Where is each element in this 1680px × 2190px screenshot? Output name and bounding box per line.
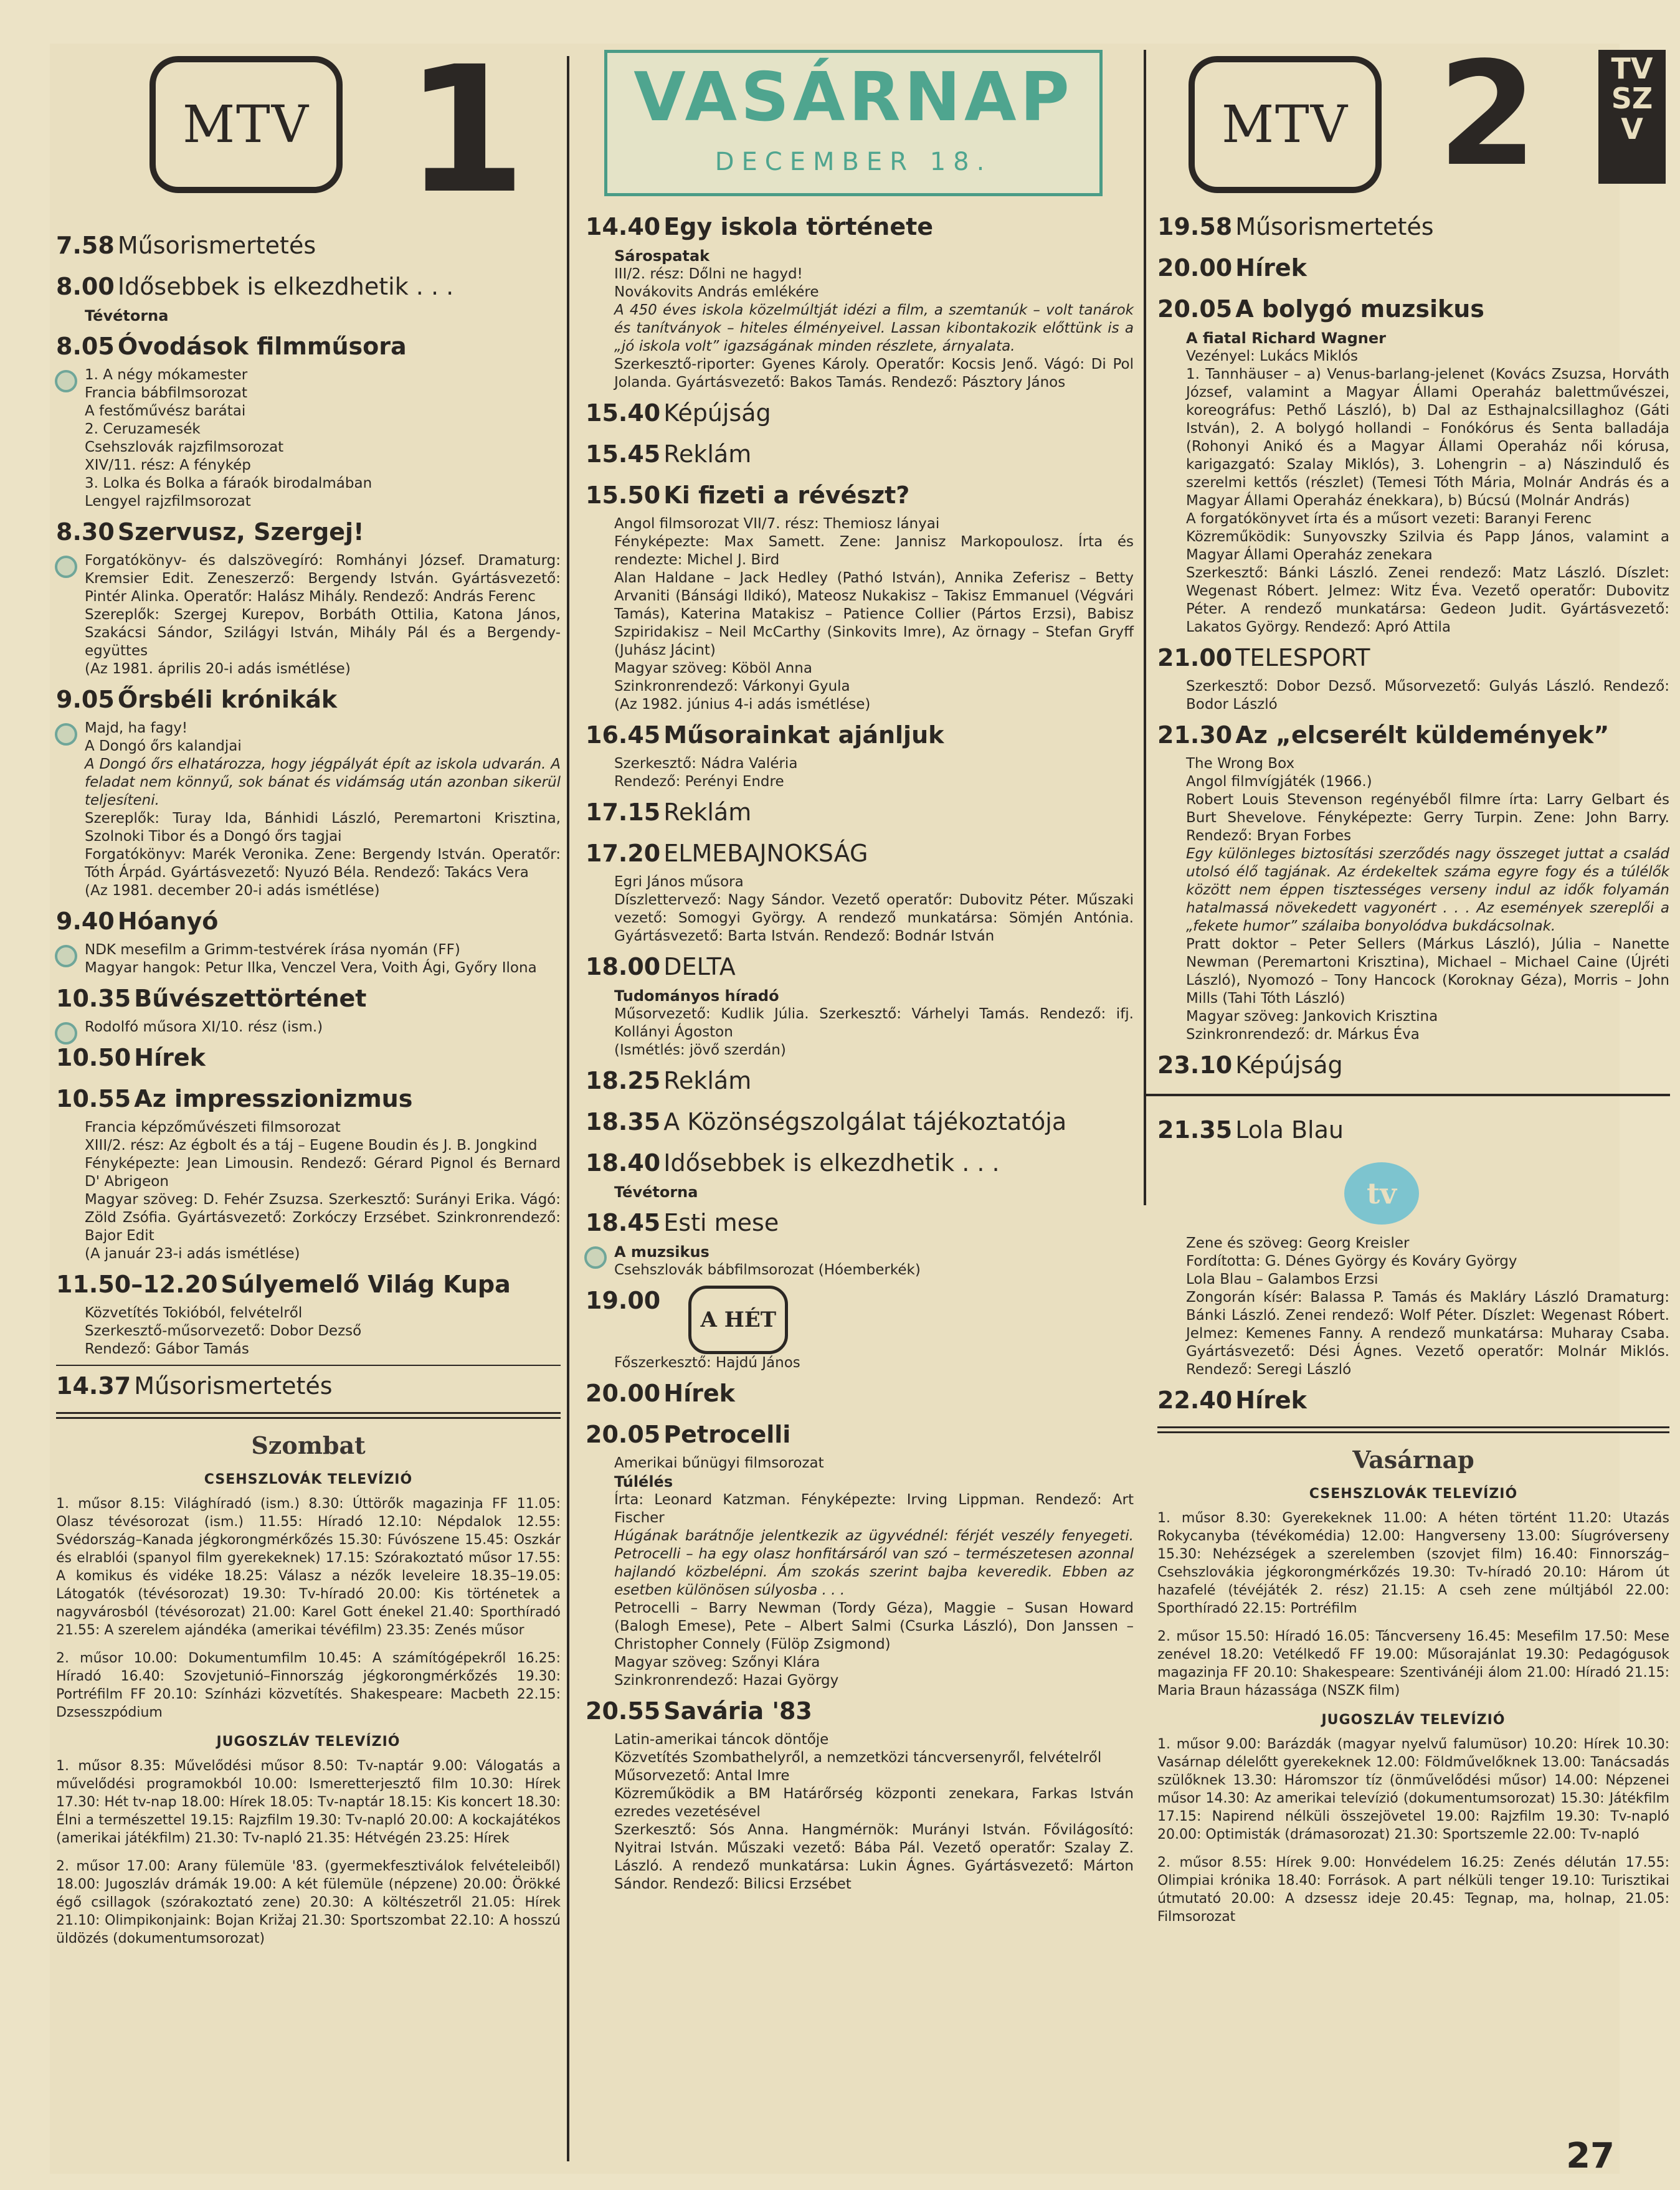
program-title: Hírek	[134, 1044, 206, 1071]
program-entry	[586, 797, 1134, 832]
station-name: JUGOSZLÁV TELEVÍZIÓ	[216, 1734, 401, 1750]
program-detail: Rendező: Perényi Endre	[614, 774, 784, 790]
program-time: 22.40	[1157, 1387, 1233, 1414]
program-time: 17.20	[586, 840, 661, 867]
channel-number: 2	[1438, 32, 1538, 198]
program-title: Reklám	[663, 1067, 752, 1094]
mtv1-logo: MTV	[149, 56, 343, 193]
program-entry	[586, 1378, 1134, 1413]
program-title: Reklám	[663, 440, 752, 468]
program-entry	[1157, 1050, 1669, 1085]
program-title: Képújság	[1235, 1051, 1343, 1079]
program-detail: Rodolfó műsora XI/10. rész (ism.)	[85, 1019, 323, 1035]
program-detail: Főszerkesztő: Hajdú János	[614, 1355, 800, 1371]
program-title: Hírek	[1235, 1387, 1307, 1414]
program-entry	[56, 1269, 561, 1358]
ring-icon	[584, 1246, 607, 1269]
column-divider	[1144, 50, 1146, 1205]
program-heading	[1157, 643, 1669, 678]
program-detail: Lengyel rajzfilmsorozat	[85, 493, 251, 510]
program-detail: (Az 1981. április 20-i adás ismétlése)	[85, 661, 351, 677]
mtv1-header	[56, 29, 561, 232]
foreign-tv-heading: Szombat	[251, 1431, 366, 1459]
program-time: 8.00	[56, 273, 115, 300]
program-heading	[586, 1378, 1134, 1413]
program-entry	[586, 1696, 1134, 1894]
program-entry	[56, 984, 561, 1036]
program-title: Egy iskola története	[663, 213, 934, 240]
station-schedule: 1. műsor 8.35: Művelődési műsor 8.50: Tv-naptár 9.00: Válogatás a művelődési programokból 10.00: Ismeretterjesztő film 10.30: Hírek 17.30: Hét tv-nap 18.00: Hírek 18.05: Tv-naptár 18.15: Kis koncert 18.30: Élni a természettel 19.15: Rajzfilm 19.30: Tv-napló 20.00: A kockajátékos (amerikai játékfilm) 21.30: Tv-napló 21.35: Hétvégén 23.25: Hírek	[56, 1758, 561, 1846]
foreign-tv-heading: Vasárnap	[1352, 1446, 1474, 1474]
program-title: Az „elcserélt küldemények”	[1235, 721, 1610, 749]
mtv1-program-list	[56, 230, 561, 1358]
program-time: 14.40	[586, 213, 661, 240]
program-credits: Petrocelli – Barry Newman (Tordy Géza), Maggie – Susan Howard (Balogh Emese), Pete – Albert Salmi (Csurka László), Don Janssen – Christopher Connely (Fülöp Zsigmond)	[614, 1600, 1134, 1652]
mtv1-last-entry	[56, 1371, 561, 1406]
program-time: 9.05	[56, 686, 115, 713]
program-subtitle: Tévétorna	[85, 307, 169, 325]
program-credits: Szerkesztő-riporter: Gyenes Károly. Operatőr: Kocsis Jenő. Vágó: Di Pol Jolanda. Gyártásvezető: Bakos Tamás. Rendező: Pásztory János	[614, 356, 1134, 391]
tv-block-line: TV	[1611, 52, 1653, 85]
program-title: Őrsbéli krónikák	[117, 686, 338, 713]
program-detail: Novákovits András emlékére	[614, 284, 819, 300]
program-time: 10.35	[56, 985, 131, 1012]
program-heading	[586, 797, 1134, 832]
program-title: Bűvészettörténet	[134, 985, 367, 1012]
program-entry	[56, 517, 561, 678]
program-heading	[56, 1084, 561, 1119]
page-number: 27	[1566, 2136, 1615, 2176]
program-title: Súlyemelő Világ Kupa	[221, 1271, 511, 1298]
program-title: Műsorainkat ajánljuk	[663, 721, 944, 749]
program-heading	[586, 1066, 1134, 1101]
program-title: Szervusz, Szergej!	[117, 518, 364, 546]
tv-sz-v-block	[1598, 50, 1666, 184]
program-detail: Szereplők: Szergej Kurepov, Borbáth Ottilia, Katona János, Szakácsi Sándor, Szilágyi István, Mihály Pál és a Bergendy-együttes	[85, 607, 561, 659]
program-detail: 1. Tannhäuser – a) Venus-barlang-jelenet (Kovács Zsuzsa, Horváth József, valamint a Magyar Állami Operaház balettművészei, koreográfus: Pethő László), b) Dal az Esthajnalcsillaghoz (Gáti István), 2. A bolygó hollandi – Fonókórus és Senta balladája (Rohonyi Anikó és a Magyar Állami Operaház női kórusa, karigazgató: Szalay Miklós), 3. Lohengrin – a) Nászindulő és szerelmi kettős (részlet) (Temesi Tóth Mária, Molnár András és a Magyar Állami Operaház énekkara), b) Búcsú (Molnár András)	[1186, 366, 1669, 509]
program-detail: Lola Blau – Galambos Erzsi	[1186, 1271, 1379, 1287]
program-entry	[586, 1420, 1134, 1690]
program-detail: Díszlettervező: Nagy Sándor. Vezető operatőr: Dubovitz Péter. Műszaki vezető: Somogyi György. A rendező munkatársa: Sömjén Antónia. Gyártásvezető: Barta István. Rendező: Bodnár István	[614, 892, 1134, 944]
program-subtitle: Tudományos híradó	[614, 987, 779, 1005]
program-heading	[56, 517, 561, 552]
program-subtitle: A muzsikus	[614, 1243, 709, 1261]
program-synopsis: A Dongó őrs elhatározza, hogy jégpályát épít az iskola udvarán. A feladat nem könnyű, sok bánat és vidámság után azonban sikerül teljesíteni.	[85, 756, 561, 808]
program-entry	[56, 1043, 561, 1078]
program-entry	[1157, 643, 1669, 714]
program-entry	[56, 272, 561, 325]
program-entry	[1157, 294, 1669, 637]
program-heading	[56, 1269, 561, 1304]
program-detail: Közreműködik a BM Határőrség központi zenekara, Farkas István ezredes vezetésével	[614, 1786, 1134, 1820]
station-schedule: 1. műsor 8.30: Gyerekeknek 11.00: A héten történt 11.20: Utazás Rokycanyba (tévékomédia) 12.00: Hangverseny 13.00: Síugróverseny 15.30: Nehézségek a szerelemben (szovjet film) 16.40: Finnország–Csehszlovákia jégkorongmérkőzés 19.30: Tv-híradó 20.10: Három út hazafelé (tévéjáték 2. rész) 21.15: A cseh zene múltjából 22.00: Sporthíradó 22.15: Portréfilm	[1157, 1510, 1669, 1616]
program-entry	[1157, 1385, 1669, 1420]
day-title: VASÁRNAP	[634, 59, 1073, 136]
program-entry	[586, 1107, 1134, 1142]
a-het-logo: A HÉT	[688, 1286, 788, 1354]
program-title: Lola Blau	[1235, 1116, 1344, 1144]
program-heading	[1157, 294, 1669, 329]
tv-logo-icon: tv	[1344, 1162, 1419, 1225]
program-entry	[586, 952, 1134, 1059]
program-time: 20.05	[1157, 295, 1233, 323]
station-schedule: 1. műsor 8.15: Világhíradó (ism.) 8.30: Úttörők magazinja FF 11.05: Olasz tévésorozat (ism.) 11.55: Híradó 12.10: Népdalok 12.55: Svédország–Kanada jégkorongmérkőzés 15.30: Fúvószene 15.45: Oszkár és elrablói (spanyol film gyerekeknek) 17.15: Szórakoztató műsor 17.55: A komikus és vidéke 18.25: Válasz a nézők leveleire 18.35–19.05: Látogatók (tévésorozat) 19.30: Tv-híradó 20.00: Kis történetek a nagyvárosból (tévésorozat) 21.00: Karel Gott énekel 21.40: Sporthíradó 21.55: A szerelem ajándéka (amerikai tévéfilm) 23.35: Zenés műsor	[56, 1496, 561, 1638]
station-schedule: 2. műsor 15.50: Híradó 16.05: Táncverseny 16.45: Mesefilm 17.50: Mese zenével 18.20: Vetélkedő FF 19.00: Műsorajánlat 19.30: Pedagógusok magazinja FF 20.10: Shakespeare: Szentivánéji álom 21.00: Híradó 21.15: Maria Braun házassága (NSZK film)	[1157, 1629, 1669, 1699]
mtv1-column	[56, 29, 561, 1958]
program-detail: 2. Ceruzamesék	[85, 421, 201, 437]
program-detail: Szerkesztő: Sós Anna. Hangmérnök: Murányi István. Fővilágosító: Nyitrai István. Műszaki vezető: Bába Pál. Vezető operatőr: Szalay Z. László. A rendező munkatársa: Lukin Ágnes. Gyártásvezető: Márton Sándor. Rendező: Bilicsi Erzsébet	[614, 1822, 1134, 1892]
program-detail: The Wrong Box	[1186, 756, 1295, 772]
program-detail: A forgatókönyvet írta és a műsort vezeti: Baranyi Ferenc	[1186, 511, 1592, 527]
program-time: 21.30	[1157, 721, 1233, 749]
program-title: Esti mese	[663, 1209, 779, 1236]
program-entry	[586, 1208, 1134, 1279]
mtv2-logo: MTV	[1189, 56, 1382, 193]
program-time: 8.05	[56, 333, 115, 360]
program-time: 10.55	[56, 1085, 131, 1112]
mtv2-extra-list	[1157, 1115, 1669, 1420]
program-heading	[1157, 253, 1669, 288]
program-title: Óvodások filmműsora	[117, 333, 407, 360]
program-time: 18.00	[586, 953, 661, 980]
program-detail: III/2. rész: Dőlni ne hagyd!	[614, 266, 803, 282]
program-title: Műsorismertetés	[1235, 213, 1434, 240]
program-heading	[586, 1286, 1134, 1354]
program-detail: Magyar hangok: Petur Ilka, Venczel Vera, Voith Ági, Győry Ilona	[85, 960, 537, 976]
program-title: Képújság	[663, 399, 771, 427]
program-title: Hírek	[1235, 254, 1307, 282]
program-heading	[586, 439, 1134, 474]
program-credits: Szinkronrendező: dr. Márkus Éva	[1186, 1026, 1420, 1043]
program-detail: Rendező: Gábor Tamás	[85, 1341, 249, 1357]
program-detail: Magyar szöveg: D. Fehér Zsuzsa. Szerkesztő: Surányi Erika. Vágó: Zöld Zsófia. Gyártásvezető: Zorkóczy Erzsébet. Szinkronrendező: Bajor Edit	[85, 1192, 561, 1244]
column-divider	[567, 56, 569, 2161]
program-time: 18.25	[586, 1067, 661, 1094]
program-detail: XIV/11. rész: A fénykép	[85, 457, 251, 473]
program-time: 8.30	[56, 518, 115, 546]
program-heading	[1157, 720, 1669, 755]
program-detail: (A január 23-i adás ismétlése)	[85, 1246, 300, 1262]
program-time: 15.50	[586, 481, 661, 509]
station-schedule: 2. műsor 8.55: Hírek 9.00: Honvédelem 16.25: Zenés délután 17.55: Olimpiai krónika 18.40: Források. A part nélküli tenger 19.10: Turisztikai útmutató 20.00: A dzsessz ideje 20.45: Tegnap, ma, holnap, 21.05: Filmsorozat	[1157, 1855, 1669, 1925]
day-date: DECEMBER 18.	[714, 148, 992, 176]
program-detail: Szerkesztő: Dobor Dezső. Műsorvezető: Gulyás László. Rendező: Bodor László	[1186, 678, 1669, 713]
mtv2-column	[1157, 32, 1669, 1936]
program-title: Idősebbek is elkezdhetik . . .	[117, 273, 454, 300]
program-title: Hírek	[663, 1380, 735, 1407]
program-detail: Angol filmvígjáték (1966.)	[1186, 774, 1372, 790]
program-detail: Írta: Leonard Katzman. Fényképezte: Irving Lippman. Rendező: Art Fischer	[614, 1492, 1134, 1526]
program-time: 21.35	[1157, 1116, 1233, 1144]
program-detail: (Az 1982. június 4-i adás ismétlése)	[614, 696, 871, 713]
program-detail: Majd, ha fagy!	[85, 720, 188, 736]
program-credits: Magyar szöveg: Szőnyi Klára	[614, 1654, 820, 1671]
program-title: TELESPORT	[1235, 644, 1370, 671]
program-detail: Fényképezte: Max Samett. Zene: Jannisz Markopoulosz. Írta és rendezte: Michel J. Bird	[614, 534, 1134, 568]
station-schedule: 2. műsor 10.00: Dokumentumfilm 10.45: A számítógépekről 16.25: Híradó 16.40: Szovjetunió–Finnország jégkorongmérkőzés 19.30: Portréfilm FF 20.10: Színházi közvetítés. Shakespeare: Macbeth 22.15: Dzsesszpódium	[56, 1651, 561, 1720]
program-entry	[1157, 253, 1669, 288]
program-detail: Csehszlovák rajzfilmsorozat	[85, 439, 284, 455]
program-detail: Zongorán kísér: Balassa P. Tamás és Makláry László Dramaturg: Bánki László. Zenei rendező: Wolf Péter. Díszlet: Wegenast Róbert. Jelmez: Kemenes Fanny. A rendező munkatársa: Muharay Csaba. Gyártásvezető: Dési Ágnes. Vezető operatőr: Molnár Miklós. Rendező: Seregi László	[1186, 1289, 1669, 1378]
program-entry	[586, 480, 1134, 714]
channel-number: 1	[405, 29, 526, 232]
program-time: 23.10	[1157, 1051, 1233, 1079]
program-credits: Forgatókönyv: Marék Veronika. Zene: Bergendy István. Operatőr: Tóth Árpád. Gyártásvezető: Nyuzó Béla. Rendező: Takács Vera	[85, 846, 561, 881]
program-detail: Amerikai bűnügyi filmsorozat	[614, 1455, 824, 1471]
program-heading	[586, 952, 1134, 987]
program-heading	[586, 838, 1134, 873]
program-detail: Közvetítés Tokióból, felvételről	[85, 1305, 303, 1321]
program-detail: NDK mesefilm a Grimm-testvérek írása nyomán (FF)	[85, 942, 460, 958]
program-heading	[1157, 1115, 1669, 1150]
program-credits: Pratt doktor – Peter Sellers (Márkus László), Júlia – Nanette Newman (Peremartoni Krisztina), Michael – Michael Caine (Újréti László), Nyomozó – Tony Hancock (Koroknay Géza), Morris – John Mills (Tahi Tóth László)	[1186, 936, 1669, 1007]
program-title: Hóanyó	[117, 908, 219, 935]
program-title: Reklám	[663, 799, 752, 826]
program-time: 11.50–12.20	[56, 1271, 218, 1298]
program-time: 10.50	[56, 1044, 131, 1071]
program-time: 16.45	[586, 721, 661, 749]
program-detail: Közvetítés Szombathelyről, a nemzetközi táncversenyről, felvételről	[614, 1750, 1102, 1766]
program-time: 20.00	[586, 1380, 661, 1407]
program-heading	[56, 984, 561, 1018]
program-time: 14.37	[56, 1372, 131, 1400]
program-time: 21.00	[1157, 644, 1233, 671]
ring-icon	[55, 945, 77, 967]
station-name: JUGOSZLÁV TELEVÍZIÓ	[1321, 1712, 1506, 1728]
program-time: 19.58	[1157, 213, 1233, 240]
program-detail: Műsorvezető: Kudlik Júlia. Szerkesztő: Várhelyi Tamás. Rendező: ifj. Kollányi Ágoston	[614, 1006, 1134, 1040]
program-entry	[56, 685, 561, 900]
program-title: ELMEBAJNOKSÁG	[663, 840, 868, 867]
program-detail: Robert Louis Stevenson regényéből filmre írta: Larry Gelbart és Burt Shevelove. Fényképezte: Gerry Turpin. Zene: John Barry. Rendező: Bryan Forbes	[1186, 792, 1669, 844]
program-title: Műsorismertetés	[134, 1372, 333, 1400]
program-heading	[56, 685, 561, 719]
program-heading	[586, 212, 1134, 247]
program-time: 7.58	[56, 232, 115, 259]
program-detail: Vezényel: Lukács Miklós	[1186, 348, 1359, 364]
program-time: 18.40	[586, 1149, 661, 1177]
tv-block-line: V	[1621, 111, 1643, 146]
station-schedule: 1. műsor 9.00: Barázdák (magyar nyelvű falumüsor) 10.20: Hírek 10.30: Vasárnap délelőtt gyerekeknek 12.00: Földművelőknek 13.00: Tanácsadás szülőknek 13.30: Háromszor tíz (önművelődési műsor) 14.00: Népzenei műsor 14.30: Az amerikai televízió (dokumentumsorozat) 15.30: Játékfilm 17.15: Napirend nélküli összejövetel 19.00: Rajzfilm 19.30: Tv-napló 20.00: Optimisták (drámasorozat) 21.30: Sportszemle 22.00: Tv-napló	[1157, 1737, 1669, 1842]
program-detail: Francia bábfilmsorozat	[85, 385, 247, 401]
foreign-tv-saturday	[56, 1431, 561, 1948]
program-subtitle: A fiatal Richard Wagner	[1186, 329, 1386, 347]
program-heading	[586, 480, 1134, 515]
program-time: 15.40	[586, 399, 661, 427]
program-time: 18.35	[586, 1108, 661, 1135]
station-name: CSEHSZLOVÁK TELEVÍZIÓ	[204, 1472, 413, 1487]
program-detail: 1. A négy mókamester	[85, 367, 248, 383]
program-heading	[56, 230, 561, 265]
program-detail: Zene és szöveg: Georg Kreisler	[1186, 1235, 1410, 1251]
program-title: DELTA	[663, 953, 736, 980]
program-synopsis: Húgának barátnője jelentkezik az ügyvédnél: férjét veszély fenyegeti. Petrocelli – ha egy olasz honfitársáról van szó – természetesen azonnal hajlandó közbelépni. Ám szokás szerint bajba keveredik. Ebben az esetben különösen súlyosba . . .	[614, 1528, 1134, 1598]
program-detail: Műsorvezető: Antal Imre	[614, 1768, 790, 1784]
newspaper-page	[50, 29, 1669, 2176]
sunday-column	[586, 44, 1134, 1900]
program-entry	[586, 439, 1134, 474]
program-title: A Közönségszolgálat tájékoztatója	[663, 1108, 1067, 1135]
program-heading	[1157, 1385, 1669, 1420]
program-synopsis: A 450 éves iskola közelmúltját idézi a film, a szemtanúk – volt tanárok és tanítványok – hiteles élményeivel. Lassan kibontakozik előttünk is a „jó iskola volt” igazságának minden részlete, árnyalata.	[614, 302, 1134, 354]
program-heading	[586, 720, 1134, 755]
program-time: 20.55	[586, 1697, 661, 1725]
program-entry	[586, 1148, 1134, 1202]
program-detail: A Dongó őrs kalandjai	[85, 738, 242, 754]
program-detail: Egri János műsora	[614, 874, 744, 890]
station-schedule: 2. műsor 17.00: Arany fülemüle '83. (gyermekfesztiválok felvételeiből) 18.00: Jugoszláv drámák 19.00: A két fülemüle (népzene) 20.00: Örökké égő csillagok (szórakoztató zene) 20.30: A költészetről 21.05: Hírek 21.10: Olimpikonjaink: Bojan Križaj 21.30: Sportszombat 22.10: A hosszú üldözés (dokumentumsorozat)	[56, 1859, 561, 1946]
program-title: Petrocelli	[663, 1421, 791, 1448]
program-entry	[1157, 1115, 1669, 1379]
program-entry	[586, 1066, 1134, 1101]
program-detail: Szerkesztő: Nádra Valéria	[614, 756, 798, 772]
program-heading	[56, 272, 561, 306]
program-subtitle: Tévétorna	[614, 1183, 698, 1201]
program-credits: (Az 1981. december 20-i adás ismétlése)	[85, 883, 380, 899]
section-divider	[56, 1365, 561, 1366]
program-detail: XIII/2. rész: Az égbolt és a táj – Eugene Boudin és J. B. Jongkind	[85, 1137, 538, 1154]
program-heading	[56, 1043, 561, 1078]
program-detail: Fényképezte: Jean Limousin. Rendező: Gérard Pignol és Bernard D' Abrigeon	[85, 1155, 561, 1190]
program-title: Az impresszionizmus	[134, 1085, 413, 1112]
program-entry	[56, 906, 561, 977]
program-entry	[56, 1084, 561, 1263]
station-name: CSEHSZLOVÁK TELEVÍZIÓ	[1309, 1486, 1518, 1502]
program-time: 20.05	[586, 1421, 661, 1448]
program-entry	[1157, 212, 1669, 247]
program-heading	[1157, 212, 1669, 247]
program-credits: Magyar szöveg: Jankovich Krisztina	[1186, 1008, 1438, 1025]
ring-icon	[55, 370, 77, 392]
program-heading	[586, 1208, 1134, 1243]
sunday-program-list	[586, 212, 1134, 1894]
program-detail: Angol filmsorozat VII/7. rész: Themiosz lányai	[614, 516, 940, 532]
program-heading	[56, 331, 561, 366]
program-title: Műsorismertetés	[117, 232, 316, 259]
program-detail: A festőművész barátai	[85, 403, 246, 419]
program-detail: Szerkesztő-műsorvezető: Dobor Dezső	[85, 1323, 362, 1339]
program-detail: Francia képzőművészeti filmsorozat	[85, 1119, 341, 1135]
foreign-tv-sunday	[1157, 1446, 1669, 1926]
program-credits: Szinkronrendező: Hazai György	[614, 1672, 839, 1689]
mtv2-program-list	[1157, 212, 1669, 1085]
program-heading	[586, 1107, 1134, 1142]
program-heading	[586, 1696, 1134, 1731]
program-title: A bolygó muzsikus	[1235, 295, 1484, 323]
program-entry	[586, 212, 1134, 392]
program-detail: 3. Lolka és Bolka a fáraók birodalmában	[85, 475, 373, 491]
program-time: 19.00	[586, 1287, 661, 1314]
program-subtitle: Túlélés	[614, 1473, 673, 1491]
program-time: 15.45	[586, 440, 661, 468]
mtv2-header	[1157, 32, 1669, 212]
program-time: 20.00	[1157, 254, 1233, 282]
program-time: 9.40	[56, 908, 115, 935]
tv-block-line: SZ	[1611, 82, 1653, 116]
program-credits: Szereplők: Turay Ida, Bánhidi László, Peremartoni Krisztina, Szolnoki Tibor és a Dongó őrs tagjai	[85, 810, 561, 845]
program-detail: Forgatókönyv- és dalszövegíró: Romhányi József. Dramaturg: Kremsier Edit. Zeneszerző: Bergendy István. Gyártásvezető: Pintér Alinka. Operatőr: Halász Mihály. Rendező: András Ferenc	[85, 552, 561, 605]
section-divider	[56, 1412, 561, 1414]
program-time: 18.45	[586, 1209, 661, 1236]
program-synopsis: Egy különleges biztosítási szerződés nagy összeget juttat a család utolsó élő tagjának. Az érdekeltek száma egyre fogy és a túlélők között nem éppen tisztességes verseny indul az idők folyamán hatalmassá növekedett vagyonért . . . Az események szereplői a „fekete humor” szálaiba bonyolódva bukdácsolnak.	[1186, 846, 1669, 934]
program-entry	[56, 230, 561, 265]
program-title: Idősebbek is elkezdhetik . . .	[663, 1149, 1000, 1177]
program-heading	[586, 1148, 1134, 1183]
program-subtitle: Sárospatak	[614, 247, 710, 265]
program-entry	[56, 1371, 561, 1406]
program-time: 17.15	[586, 799, 661, 826]
program-title: Savária '83	[663, 1697, 812, 1725]
program-detail: Alan Haldane – Jack Hedley (Pathó István), Annika Zeferisz – Betty Arvaniti (Bánsági Ildikó), Mateosz Nukakisz – Takisz Emmanuel (Végvári Tamás), Katerina Matakisz – Patience Collier (Pártos Erzsi), Babisz Szpiridakisz – Neil McCarthy (Sinkovits Imre), Az örnagy – Stefan Gryff (Juhász Jácint)	[614, 570, 1134, 658]
program-detail: Szerkesztő: Bánki László. Zenei rendező: Matz László. Díszlet: Wegenast Róbert. Jelmez: Witz Éva. Vezető operatőr: Dubovitz Péter. A rendező munkatársa: Gedeon Judit. Gyártásvezető: Lakatos György. Rendező: Apró Attila	[1186, 565, 1669, 635]
section-divider	[1157, 1426, 1669, 1428]
program-heading	[1157, 1050, 1669, 1085]
program-detail: Magyar szöveg: Köböl Anna	[614, 660, 812, 676]
day-header	[586, 44, 1134, 212]
program-detail: Szinkronrendező: Várkonyi Gyula	[614, 678, 850, 694]
program-heading	[586, 1420, 1134, 1454]
program-entry	[586, 398, 1134, 433]
program-detail: Fordította: G. Dénes György és Kováry György	[1186, 1253, 1517, 1269]
ring-icon	[55, 1022, 77, 1045]
program-heading	[586, 398, 1134, 433]
section-divider	[1144, 1094, 1670, 1096]
program-heading	[56, 1371, 561, 1406]
ring-icon	[55, 723, 77, 746]
program-entry	[586, 720, 1134, 791]
ring-icon	[55, 556, 77, 578]
program-detail: (Ismétlés: jövő szerdán)	[614, 1042, 786, 1058]
program-entry	[586, 838, 1134, 946]
program-detail: Latin-amerikai táncok döntője	[614, 1732, 829, 1748]
program-detail: Csehszlovák bábfilmsorozat (Hóemberkék)	[614, 1262, 921, 1278]
program-entry	[586, 1286, 1134, 1372]
day-banner	[604, 50, 1103, 196]
program-title: Ki fizeti a révészt?	[663, 481, 910, 509]
program-detail: Közreműködik: Sunyovszky Szilvia és Papp János, valamint a Magyar Állami Operaház zenekara	[1186, 529, 1669, 563]
program-entry	[56, 331, 561, 511]
program-heading	[56, 906, 561, 941]
program-entry	[1157, 720, 1669, 1044]
